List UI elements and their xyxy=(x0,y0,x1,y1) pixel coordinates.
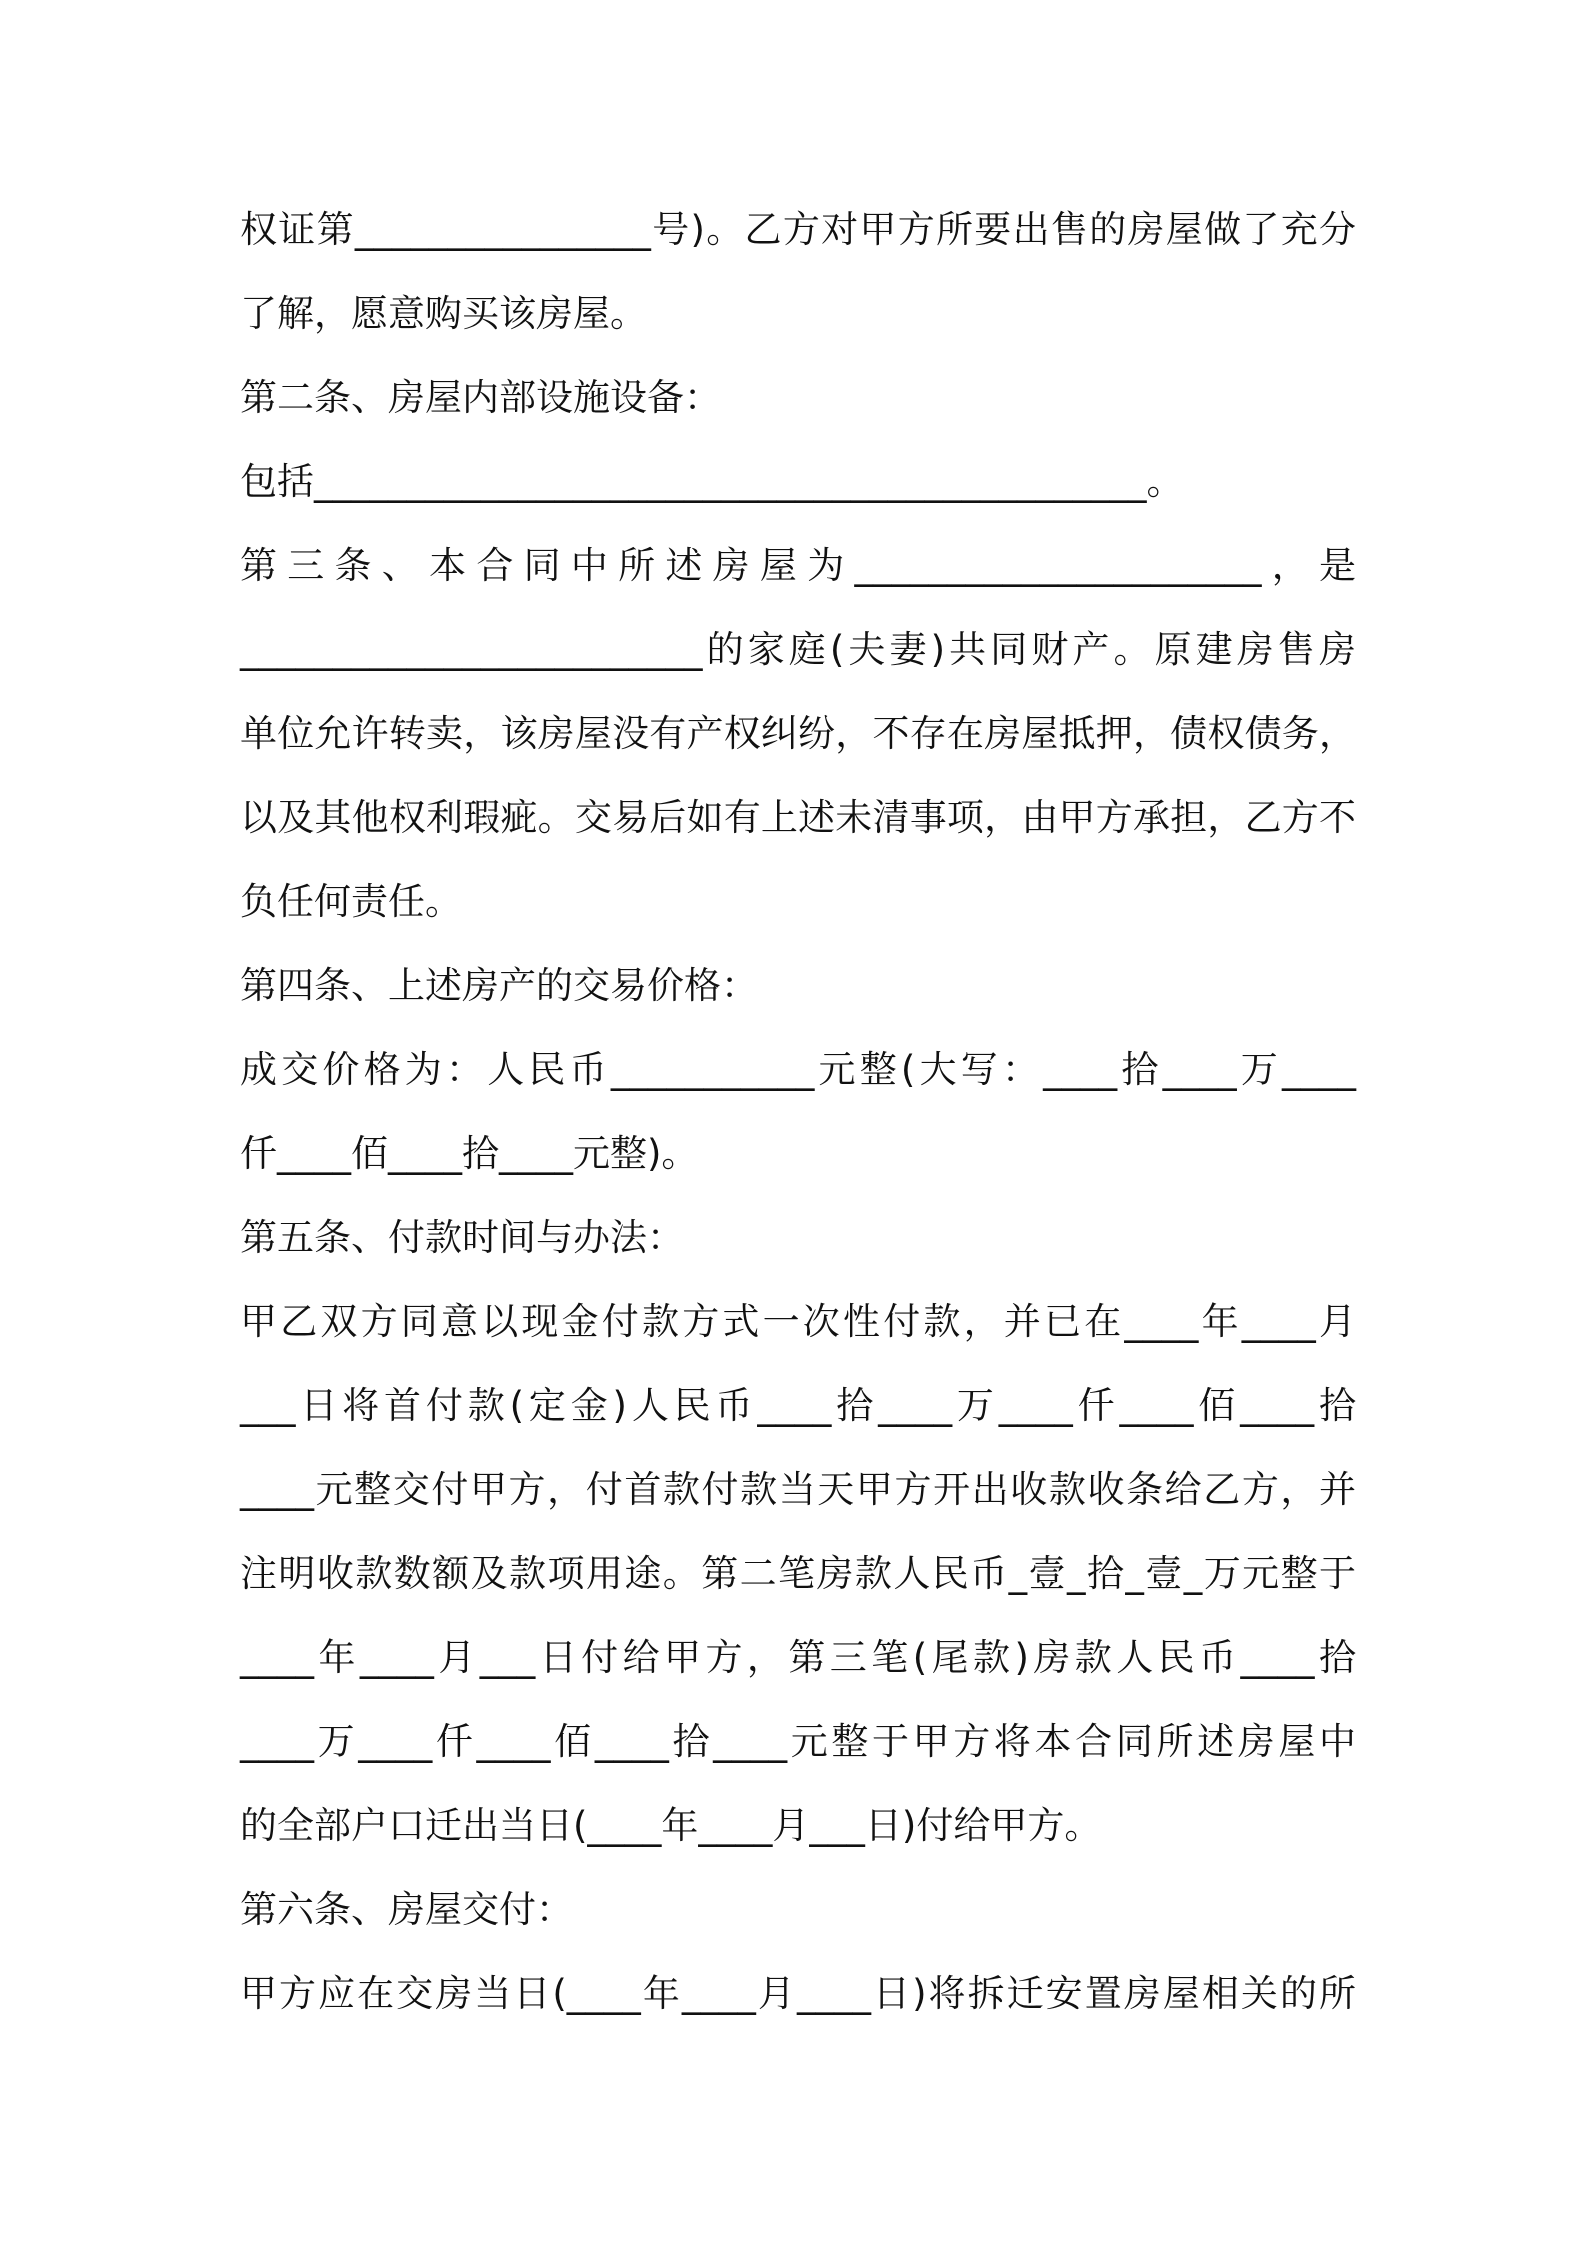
paragraph-line: 权证第________________号)。乙方对甲方所要出售的房屋做了充分 xyxy=(240,208,1356,251)
paragraph-line: 的全部户口迁出当日(____年____月___日)付给甲方。 xyxy=(240,1804,1102,1847)
paragraph-line: 负任何责任。 xyxy=(240,880,462,923)
document-body xyxy=(240,188,1356,2036)
article-heading: 第三条、本合同中所述房屋为______________________，是 xyxy=(240,544,1356,587)
article-heading: 第六条、房屋交付： xyxy=(240,1888,573,1931)
paragraph-line: 以及其他权利瑕疵。交易后如有上述未清事项，由甲方承担，乙方不 xyxy=(240,796,1356,839)
paragraph-line: 成交价格为：人民币___________元整(大写：____拾____万____ xyxy=(240,1048,1356,1091)
article-heading: 第四条、上述房产的交易价格： xyxy=(240,964,758,1007)
paragraph-line: 甲方应在交房当日(____年____月____日)将拆迁安置房屋相关的所 xyxy=(240,1972,1356,2015)
paragraph-line: _________________________的家庭(夫妻)共同财产。原建房售房 xyxy=(240,628,1356,671)
paragraph-line: ___日将首付款(定金)人民币____拾____万____仟____佰____拾 xyxy=(240,1384,1356,1427)
paragraph-line: ____年____月___日付给甲方，第三笔(尾款)房款人民币____拾 xyxy=(240,1636,1356,1679)
paragraph-line: 包括_____________________________________________。 xyxy=(240,460,1184,503)
paragraph-line: 注明收款数额及款项用途。第二笔房款人民币_壹_拾_壹_万元整于 xyxy=(240,1552,1356,1595)
paragraph-line: 了解，愿意购买该房屋。 xyxy=(240,292,647,335)
paragraph-line: ____万____仟____佰____拾____元整于甲方将本合同所述房屋中 xyxy=(240,1720,1356,1763)
article-heading: 第二条、房屋内部设施设备： xyxy=(240,376,721,419)
article-heading: 第五条、付款时间与办法： xyxy=(240,1216,684,1259)
paragraph-line: ____元整交付甲方，付首款付款当天甲方开出收款收条给乙方，并 xyxy=(240,1468,1356,1511)
paragraph-line: 单位允许转卖，该房屋没有产权纠纷，不存在房屋抵押，债权债务， xyxy=(240,712,1356,755)
paragraph-line: 甲乙双方同意以现金付款方式一次性付款，并已在____年____月 xyxy=(240,1300,1356,1343)
paragraph-line: 仟____佰____拾____元整)。 xyxy=(240,1132,699,1175)
